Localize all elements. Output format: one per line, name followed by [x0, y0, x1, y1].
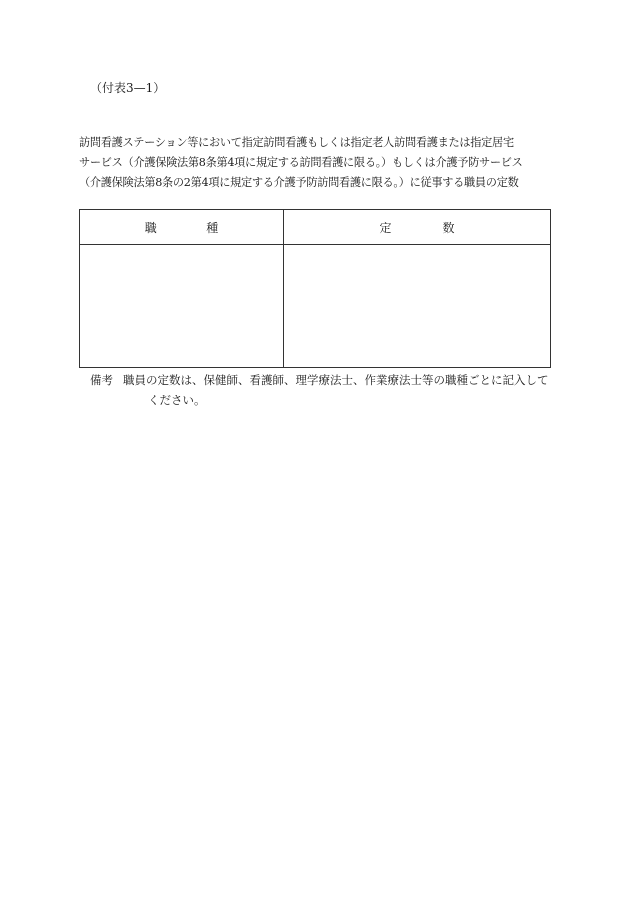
form-number-label: （付表3—1） — [90, 81, 166, 95]
count-header — [284, 210, 551, 245]
job-type-header-char: 職 — [144, 220, 157, 235]
remarks-text: 職員の定数は、保健師、看護師、理学療法士、作業療法士等の職種ごとに記入して — [123, 373, 549, 387]
table-header-row — [80, 210, 551, 245]
staff-count-table — [79, 209, 551, 368]
job-type-cell[interactable] — [80, 245, 284, 368]
count-header-char: 定 — [379, 220, 392, 235]
count-cell[interactable] — [284, 245, 551, 368]
remarks — [90, 370, 549, 410]
job-type-header-char: 種 — [206, 220, 219, 235]
table-row — [80, 245, 551, 368]
description-line: 訪問看護ステーション等において指定訪問看護もしくは指定老人訪問看護または指定居宅 — [79, 136, 514, 149]
count-header-char: 数 — [442, 220, 455, 235]
remarks-label: 備考 — [90, 373, 113, 387]
description-line: （介護保険法第8条の2第4項に規定する介護予防訪問看護に限る。）に従事する職員の定数 — [79, 176, 519, 189]
remarks-text-continued: ください。 — [148, 393, 206, 407]
form-description — [79, 133, 559, 193]
description-line: サービス（介護保険法第8条第4項に規定する訪問看護に限る。）もしくは介護予防サービス — [79, 156, 523, 169]
job-type-header — [80, 210, 284, 245]
